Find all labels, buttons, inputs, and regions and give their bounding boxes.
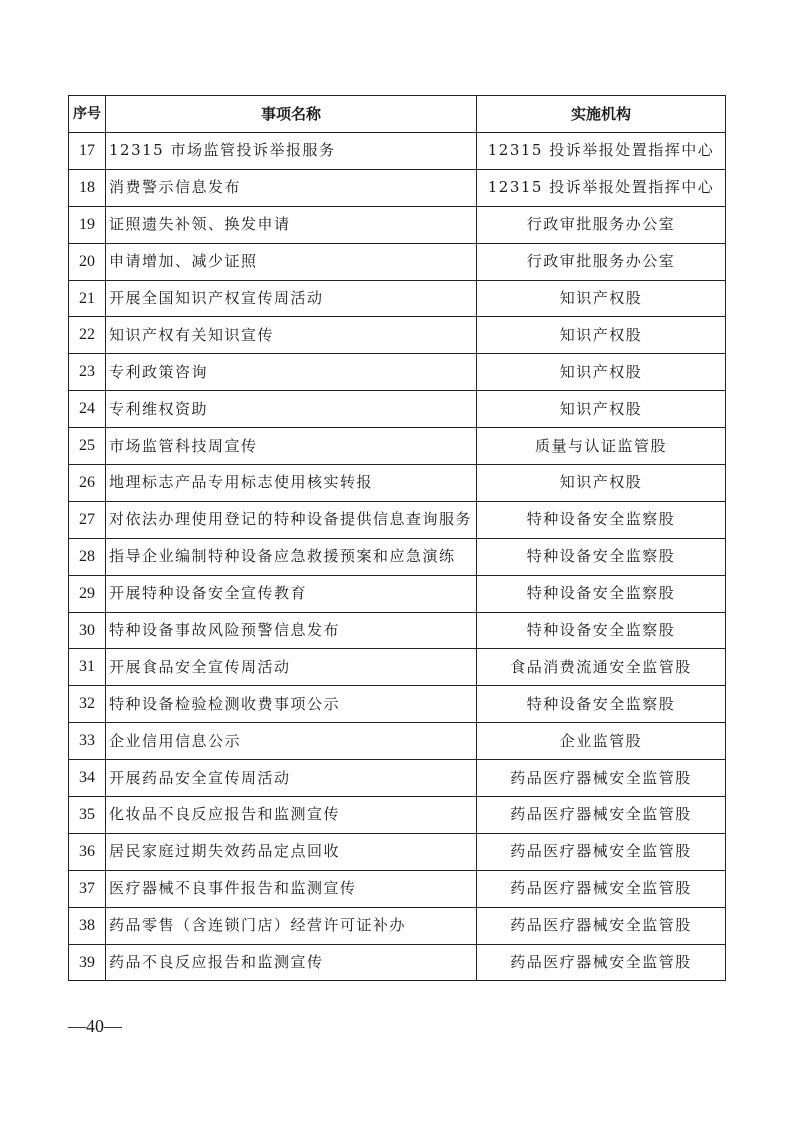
table-row	[69, 612, 726, 649]
row-serial-number: 35	[69, 797, 106, 834]
table-body	[69, 133, 726, 981]
row-serial-number: 24	[69, 391, 106, 428]
table-row	[69, 723, 726, 760]
row-implementing-agency: 特种设备安全监察股	[477, 575, 726, 612]
table-header	[69, 96, 726, 133]
table-row	[69, 575, 726, 612]
row-item-name: 企业信用信息公示	[106, 723, 477, 760]
table-row	[69, 870, 726, 907]
table-row	[69, 465, 726, 502]
table-header-row	[69, 96, 726, 133]
row-implementing-agency: 知识产权股	[477, 391, 726, 428]
row-item-name: 药品不良反应报告和监测宣传	[106, 944, 477, 981]
row-serial-number: 25	[69, 428, 106, 465]
row-serial-number: 21	[69, 280, 106, 317]
row-item-name: 知识产权有关知识宣传	[106, 317, 477, 354]
row-serial-number: 32	[69, 686, 106, 723]
row-item-name: 居民家庭过期失效药品定点回收	[106, 833, 477, 870]
row-serial-number: 39	[69, 944, 106, 981]
row-implementing-agency: 知识产权股	[477, 465, 726, 502]
row-implementing-agency: 药品医疗器械安全监管股	[477, 870, 726, 907]
table-row	[69, 169, 726, 206]
table-row	[69, 354, 726, 391]
row-implementing-agency: 知识产权股	[477, 317, 726, 354]
row-item-name: 对依法办理使用登记的特种设备提供信息查询服务	[106, 501, 477, 538]
row-item-name: 12315 市场监管投诉举报服务	[106, 133, 477, 170]
row-serial-number: 34	[69, 760, 106, 797]
row-serial-number: 18	[69, 169, 106, 206]
row-serial-number: 37	[69, 870, 106, 907]
table-row	[69, 501, 726, 538]
row-item-name: 药品零售（含连锁门店）经营许可证补办	[106, 907, 477, 944]
row-item-name: 特种设备检验检测收费事项公示	[106, 686, 477, 723]
row-implementing-agency: 药品医疗器械安全监管股	[477, 907, 726, 944]
row-item-name: 特种设备事故风险预警信息发布	[106, 612, 477, 649]
row-serial-number: 29	[69, 575, 106, 612]
row-implementing-agency: 药品医疗器械安全监管股	[477, 833, 726, 870]
table-row	[69, 133, 726, 170]
row-implementing-agency: 行政审批服务办公室	[477, 243, 726, 280]
row-implementing-agency: 企业监管股	[477, 723, 726, 760]
row-serial-number: 31	[69, 649, 106, 686]
row-item-name: 开展全国知识产权宣传周活动	[106, 280, 477, 317]
row-item-name: 开展食品安全宣传周活动	[106, 649, 477, 686]
row-implementing-agency: 特种设备安全监察股	[477, 612, 726, 649]
table-row	[69, 760, 726, 797]
row-implementing-agency: 知识产权股	[477, 280, 726, 317]
row-serial-number: 19	[69, 206, 106, 243]
table-row	[69, 243, 726, 280]
row-implementing-agency: 特种设备安全监察股	[477, 686, 726, 723]
row-implementing-agency: 质量与认证监管股	[477, 428, 726, 465]
row-serial-number: 30	[69, 612, 106, 649]
row-implementing-agency: 特种设备安全监察股	[477, 538, 726, 575]
row-item-name: 医疗器械不良事件报告和监测宣传	[106, 870, 477, 907]
row-item-name: 化妆品不良反应报告和监测宣传	[106, 797, 477, 834]
row-implementing-agency: 药品医疗器械安全监管股	[477, 944, 726, 981]
table-row	[69, 686, 726, 723]
row-item-name: 证照遗失补领、换发申请	[106, 206, 477, 243]
row-serial-number: 26	[69, 465, 106, 502]
row-serial-number: 38	[69, 907, 106, 944]
row-item-name: 开展药品安全宣传周活动	[106, 760, 477, 797]
row-implementing-agency: 特种设备安全监察股	[477, 501, 726, 538]
service-items-table-container	[68, 95, 725, 981]
row-implementing-agency: 12315 投诉举报处置指挥中心	[477, 169, 726, 206]
table-row	[69, 391, 726, 428]
row-implementing-agency: 知识产权股	[477, 354, 726, 391]
row-serial-number: 28	[69, 538, 106, 575]
row-serial-number: 36	[69, 833, 106, 870]
row-implementing-agency: 药品医疗器械安全监管股	[477, 797, 726, 834]
table-row	[69, 317, 726, 354]
header-serial-number: 序号	[69, 96, 106, 133]
table-row	[69, 649, 726, 686]
row-implementing-agency: 行政审批服务办公室	[477, 206, 726, 243]
table-row	[69, 833, 726, 870]
table-row	[69, 907, 726, 944]
row-item-name: 专利维权资助	[106, 391, 477, 428]
page-number: —40—	[68, 1016, 122, 1036]
row-item-name: 消费警示信息发布	[106, 169, 477, 206]
table-row	[69, 797, 726, 834]
table-row	[69, 944, 726, 981]
service-items-table	[68, 95, 726, 981]
row-item-name: 专利政策咨询	[106, 354, 477, 391]
row-item-name: 指导企业编制特种设备应急救援预案和应急演练	[106, 538, 477, 575]
row-implementing-agency: 食品消费流通安全监管股	[477, 649, 726, 686]
row-serial-number: 23	[69, 354, 106, 391]
row-serial-number: 27	[69, 501, 106, 538]
row-implementing-agency: 药品医疗器械安全监管股	[477, 760, 726, 797]
table-row	[69, 206, 726, 243]
row-serial-number: 22	[69, 317, 106, 354]
row-implementing-agency: 12315 投诉举报处置指挥中心	[477, 133, 726, 170]
row-item-name: 市场监管科技周宣传	[106, 428, 477, 465]
header-implementing-agency: 实施机构	[477, 96, 726, 133]
table-row	[69, 538, 726, 575]
row-serial-number: 20	[69, 243, 106, 280]
row-serial-number: 17	[69, 133, 106, 170]
row-item-name: 申请增加、减少证照	[106, 243, 477, 280]
table-row	[69, 280, 726, 317]
header-item-name: 事项名称	[106, 96, 477, 133]
table-row	[69, 428, 726, 465]
row-item-name: 地理标志产品专用标志使用核实转报	[106, 465, 477, 502]
row-item-name: 开展特种设备安全宣传教育	[106, 575, 477, 612]
row-serial-number: 33	[69, 723, 106, 760]
